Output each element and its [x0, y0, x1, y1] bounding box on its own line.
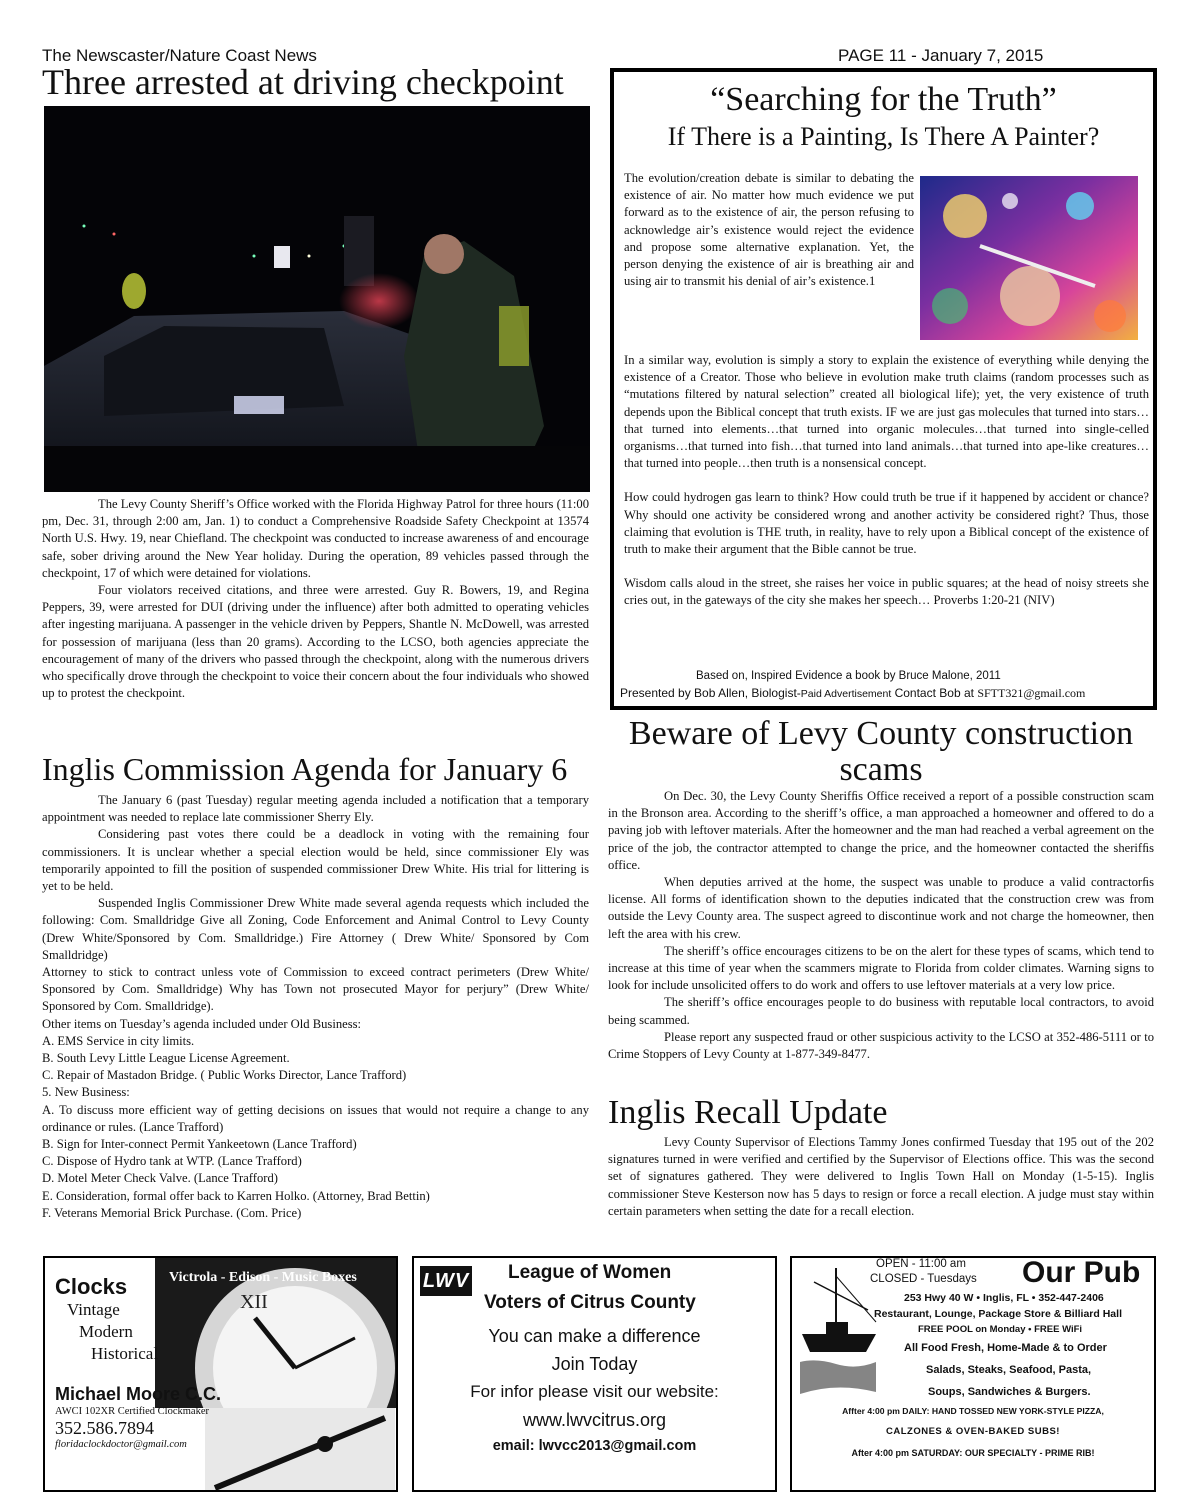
checkpoint-paragraph-1: The Levy County Sheriff’s Office worked with the Florida Highway Patrol for three hours (11:00 pm, Dec. 31, through 2:00 am, Jan. 1) to conduct a Comprehensive Roadside Safety Checkpoint at 13574 North U.S. Hwy. 19, near Chiefland. The checkpoint was conducted to increase awareness of and encourage safe, sober driving around the New Year holiday. During the operation, 89 vehicles passed through the checkpoint, 17 of which were detained for violations. [42, 497, 589, 580]
clocks-vintage: Vintage [67, 1300, 120, 1319]
agenda-line: C. Dispose of Hydro tank at WTP. (Lance Trafford) [42, 1154, 302, 1169]
painting-illustration [920, 176, 1138, 340]
pub-tagline: Restaurant, Lounge, Package Store & Billiard Hall [874, 1308, 1122, 1320]
lwv-line-5: For infor please visit our website: [470, 1382, 719, 1401]
truth-credit [620, 686, 1151, 701]
scams-headline: Beware of Levy County construction scams [628, 715, 1134, 788]
agenda-paragraph-3: Suspended Inglis Commissioner Drew White made several agenda requests which included the following: Com. Smalldridge Give all Zoning, Code Enforcement and Animal Control to Levy County (Drew White/Sponsored by Com. Smalldridge.) Fire Attorney ( Drew White/ Sponsored by Com Smalldridge) [42, 896, 589, 962]
clocks-phone[interactable]: 352.586.7894 [55, 1418, 154, 1438]
recall-article [608, 1134, 1154, 1220]
truth-body [624, 352, 1149, 610]
agenda-line: C. Repair of Mastadon Bridge. ( Public Works Director, Lance Trafford) [42, 1068, 407, 1083]
agenda-line: A. EMS Service in city limits. [42, 1033, 195, 1048]
night-checkpoint-image [44, 106, 590, 492]
truth-paragraph-1: In a similar way, evolution is simply a story to explain the existence of everything while denying the existence of a Creator. Those who believe in evolution make truth claims (random processes such as “mutations filtered by natural selection” created all biological life); yet, the very existence of truth depends upon the Biblical concept that truth exists. IF we are just gas molecules that turned into stars…that turned into elements…that turned into organic molecules…that turned into single-celled organisms…that turned into fish…that turned into land animals…that turned into ape-like creatures…that turned into people…then truth is a nonsensical concept. [624, 353, 1149, 471]
agenda-paragraph-2: Considering past votes there could be a deadlock in voting with the remaining four commissioners. It is unclear whether a special election would be held, since commissioner Ely was temporarily appointed to fill the position of suspended commissioner Drew White. His trial for littering is yet to be held. [42, 827, 589, 894]
scams-paragraph-1: On Dec. 30, the Levy County Sherifﬁs Office received a report of a possible construction scam in the Bronson area. According to the sheriff’s office, a man approached a homeowner and offered to do a paving job with leftover materials. After the homeowner and the man had reached a verbal agreement on the price of the job, the contractor attempted to change the price, and the homeowner contacted the sherifﬁs office. [608, 789, 1154, 872]
recall-headline: Inglis Recall Update [608, 1094, 888, 1131]
scams-paragraph-3: The sheriff’s office encourages citizens to be on the alert for these types of scams, which tend to increase at this time of year when the scammers migrate to Florida from colder climates. Warning signs to look for include unsolicited offers to do work and offers to use leftover materials at a very low price. [608, 943, 1154, 993]
clocks-banner: Victrola - Edison - Music Boxes [169, 1270, 357, 1285]
truth-paragraph-3: Wisdom calls aloud in the street, she raises her voice in public squares; at the head of noisy streets she cries out, in the gateways of the city she makes her speech… Proverbs 1:20-21 (NIV) [624, 576, 1149, 608]
truth-presenter: Presented by Bob Allen, Biologist- [620, 686, 801, 700]
pub-closed-day: CLOSED - Tuesdays [870, 1273, 977, 1285]
our-pub-ad [790, 1256, 1156, 1492]
lwv-line-2: Voters of Citrus County [484, 1292, 696, 1313]
page-info: PAGE 11 - January 7, 2015 [838, 46, 1044, 65]
lwv-website-link[interactable]: www.lwvcitrus.org [522, 1410, 667, 1430]
agenda-headline: Inglis Commission Agenda for January 6 [42, 751, 568, 787]
agenda-line: B. South Levy Little League License Agreement. [42, 1051, 290, 1066]
agenda-paragraph-4: Attorney to stick to contract unless vote of Commission to exceed contract perimeters (Drew White/ Sponsored by Com. Smalldridge) Why has Town not prosecuted Mayor for perjury” (Drew White/ Sponsored by Com. Smalldridge). [42, 965, 589, 1014]
agenda-line: F. Veterans Memorial Brick Purchase. (Com. Price) [42, 1205, 302, 1220]
publication-name: The Newscaster/Nature Coast News [42, 46, 317, 65]
clocks-historical: Historical [91, 1344, 159, 1363]
paid-ad-label: Paid Advertisement [800, 688, 892, 700]
pub-name: Our Pub [1022, 1256, 1141, 1289]
truth-subtitle: If There is a Painting, Is There A Painter? [667, 122, 1100, 151]
truth-source: Based on, Inspired Evidence a book by Bruce Malone, 2011 [696, 670, 1001, 682]
clocks-title: Clocks [55, 1274, 128, 1299]
agenda-article [42, 792, 589, 1222]
agenda-line: E. Consideration, formal offer back to Karren Holko. (Attorney, Brad Bettin) [42, 1188, 430, 1203]
lwv-ad [412, 1256, 777, 1492]
pub-saturday-special: After 4:00 pm SATURDAY: OUR SPECIALTY - PRIME RIB! [851, 1448, 1095, 1458]
clocks-certification: AWCI 102XR Certified Clockmaker [55, 1406, 209, 1417]
truth-contact: Contact Bob at [891, 686, 978, 700]
pub-free-offers: FREE POOL on Monday • FREE WiFi [918, 1324, 1083, 1335]
lwv-line-4: Join Today [551, 1354, 638, 1374]
agenda-line: D. Motel Meter Check Valve. (Lance Trafford) [42, 1171, 278, 1186]
agenda-line: A. To discuss more efficient way of getting decisions on issues that would not require a change to any ordinance or rules. (Lance Trafford) [42, 1102, 589, 1134]
pub-menu-line-2: Soups, Sandwiches & Burgers. [928, 1386, 1091, 1398]
svg-text:XII: XII [240, 1291, 268, 1313]
agenda-line: B. Sign for Inter-connect Permit Yankeetown (Lance Trafford) [42, 1137, 357, 1152]
pub-menu-line-1: Salads, Steaks, Seafood, Pasta, [926, 1364, 1092, 1376]
scams-paragraph-4: The sheriff’s office encourages people to do business with reputable local contractors, to avoid being scammed. [608, 995, 1154, 1027]
scams-paragraph-5: Please report any suspected fraud or other suspicious activity to the LCSO at 352-486-5111 or to Crime Stoppers of Levy County at 1-877-349-8477. [608, 1029, 1154, 1062]
lwv-logo: LWV [420, 1266, 472, 1296]
scams-article [608, 788, 1154, 1063]
pub-daily-special: Affter 4:00 pm DAILY: HAND TOSSED NEW YORK-STYLE PIZZA, [842, 1406, 1104, 1416]
agenda-line: 5. New Business: [42, 1085, 130, 1100]
pub-open-hours: OPEN - 11:00 am [876, 1258, 966, 1270]
clocks-email[interactable]: floridaclockdoctor@gmail.com [55, 1439, 187, 1450]
pub-calzones: CALZONES & OVEN-BAKED SUBS! [886, 1426, 1060, 1437]
fantasy-painting-image [920, 176, 1138, 340]
checkpoint-paragraph-2: Four violators received citations, and three were arrested. Guy R. Bowers, 19, and Regina Peppers, 39, were arrested for DUI (driving under the influence) after both admitted to operating vehicles after ingesting marijuana. A passenger in the vehicle driven by Peppers, Shantle N. McDowell, was arrested for possession of marijuana (less than 20 grams). According to the LCSO, both agencies appreciate the encouragement of many of the drivers who passed through the checkpoint, along with the numerous drivers who specifically drove through the checkpoint to voice their concern about the four individuals who showed up to protest the checkpoint. [42, 583, 589, 701]
truth-paragraph-2: How could hydrogen gas learn to think? How could truth be true if it happened by accident or chance? Why should one activity be considered wrong and another activity be considered right? Thus, those claiming that evolution is THE truth, in reality, have to rely upon a Biblical concept of the existence of truth to make their argument that the Bible cannot be true. [624, 490, 1149, 557]
truth-email-link[interactable]: SFTT321@gmail.com [977, 686, 1086, 700]
truth-title: “Searching for the Truth” [710, 81, 1057, 118]
lwv-email-link[interactable]: email: lwvcc2013@gmail.com [492, 1438, 697, 1454]
recall-paragraph: Levy County Supervisor of Elections Tammy Jones confirmed Tuesday that 195 out of the 202 signatures turned in were verified and certified by the Supervisor of Elections office. This was the second set of signatures gathered. They were delivered to Inglis Town Hall on Monday (1-5-15). Inglis commissioner Steve Kesterson now has 5 days to resign or force a recall election. A judge must stay within certain parameters when setting the date for a recall election. [608, 1135, 1154, 1218]
agenda-line: Other items on Tuesday’s agenda included under Old Business: [42, 1016, 362, 1031]
lwv-line-3: You can make a difference [488, 1326, 701, 1346]
agenda-paragraph-1: The January 6 (past Tuesday) regular meeting agenda included a notification that a temporary appointment was needed to replace late commissioner Sherry Ely. [42, 793, 589, 825]
checkpoint-headline: Three arrested at driving checkpoint [42, 62, 564, 102]
checkpoint-photo [44, 106, 590, 492]
scams-paragraph-2: When deputies arrived at the home, the suspect was unable to produce a valid contractorﬁs license. All forms of identification shown to the deputies indicated that the construction crew was from outside the Levy County area. The suspect agreed to discontinue work and not charge the homeowner, then left the area with his crew. [608, 875, 1154, 941]
truth-ad-box [610, 68, 1157, 710]
lwv-line-1: League of Women [508, 1262, 672, 1283]
clocks-ad [43, 1256, 398, 1492]
pub-food-note: All Food Fresh, Home-Made & to Order [904, 1342, 1107, 1354]
checkpoint-article [42, 496, 589, 702]
clocks-owner: Michael Moore C.C. [55, 1384, 222, 1404]
clocks-modern: Modern [79, 1322, 133, 1341]
pub-address: 253 Hwy 40 W • Inglis, FL • 352-447-2406 [904, 1292, 1104, 1304]
truth-intro: The evolution/creation debate is similar to debating the existence of air. No matter how much evidence we put forward as to the existence of air, the person refusing to acknowledge air’s existence would reject the evidence and propose some alternative explanation. Yet, the person denying the existence of air is breathing air and using air to transmit his denial of air’s existence.1 [624, 171, 914, 289]
clock-hand-icon [205, 1408, 395, 1492]
